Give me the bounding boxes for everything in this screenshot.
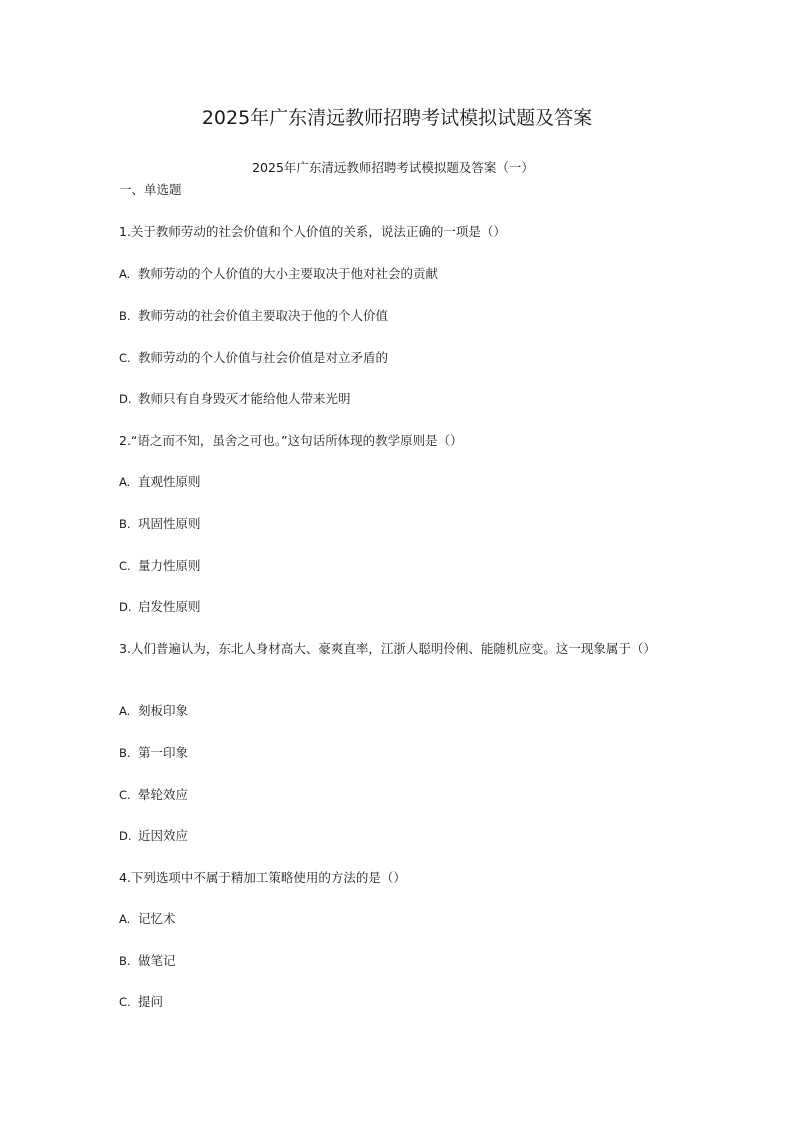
option-letter: C.: [119, 788, 131, 802]
question-2-option-a: [119, 472, 669, 492]
option-letter: B.: [119, 746, 131, 760]
option-text: 提问: [138, 994, 164, 1009]
option-text: 教师劳动的社会价值主要取决于他的个人价值: [138, 308, 389, 323]
option-letter: D.: [119, 392, 132, 406]
question-2-option-c: [119, 556, 669, 576]
question-3: 3.人们普遍认为，东北人身材高大、豪爽直率，江浙人聪明伶俐、能随机应变。这一现象属于（）: [119, 641, 656, 656]
option-text: 教师劳动的个人价值的大小主要取决于他对社会的贡献: [138, 266, 439, 281]
option-text: 直观性原则: [138, 474, 201, 489]
option-letter: A.: [119, 475, 131, 489]
option-letter: B.: [119, 954, 131, 968]
question-2: 2.“语之而不知，虽舍之可也。”这句话所体现的教学原则是（）: [119, 433, 463, 448]
option-text: 巩固性原则: [138, 516, 201, 531]
option-letter: C.: [119, 559, 131, 573]
option-letter: C.: [119, 351, 131, 365]
option-letter: D.: [119, 600, 132, 614]
option-letter: B.: [119, 517, 131, 531]
document-title: 2025年广东清远教师招聘考试模拟试题及答案: [201, 107, 593, 129]
question-4-option-b: [119, 951, 669, 971]
option-text: 第一印象: [138, 745, 189, 760]
option-letter: D.: [119, 829, 132, 843]
question-2-option-b: [119, 514, 669, 534]
option-text: 启发性原则: [138, 599, 201, 614]
question-4: 4.下列选项中不属于精加工策略使用的方法的是（）: [119, 870, 406, 885]
question-1: 1.关于教师劳动的社会价值和个人价值的关系，说法正确的一项是（）: [119, 224, 506, 239]
option-text: 记忆术: [138, 911, 176, 926]
option-letter: B.: [119, 309, 131, 323]
option-letter: A.: [119, 704, 131, 718]
option-text: 教师只有自身毁灭才能给他人带来光明: [138, 391, 351, 406]
question-1-option-d: [119, 389, 669, 409]
option-text: 刻板印象: [138, 703, 189, 718]
document-subtitle: 2025年广东清远教师招聘考试模拟题及答案（一）: [252, 160, 534, 175]
question-3-option-b: [119, 743, 669, 763]
question-1-option-a: [119, 264, 669, 284]
option-text: 晕轮效应: [138, 787, 189, 802]
question-4-option-a: [119, 909, 669, 929]
question-2-option-d: [119, 597, 669, 617]
question-1-option-b: [119, 306, 669, 326]
question-1-option-c: [119, 348, 669, 368]
option-letter: C.: [119, 995, 131, 1009]
option-text: 近因效应: [138, 828, 189, 843]
question-3-option-d: [119, 826, 669, 846]
question-4-option-c: [119, 992, 669, 1012]
option-text: 做笔记: [138, 953, 176, 968]
option-letter: A.: [119, 912, 131, 926]
question-3-option-a: [119, 701, 669, 721]
question-3-option-c: [119, 785, 669, 805]
option-text: 教师劳动的个人价值与社会价值是对立矛盾的: [138, 350, 389, 365]
option-text: 量力性原则: [138, 558, 201, 573]
option-letter: A.: [119, 267, 131, 281]
section-heading: 一、单选题: [119, 182, 182, 197]
